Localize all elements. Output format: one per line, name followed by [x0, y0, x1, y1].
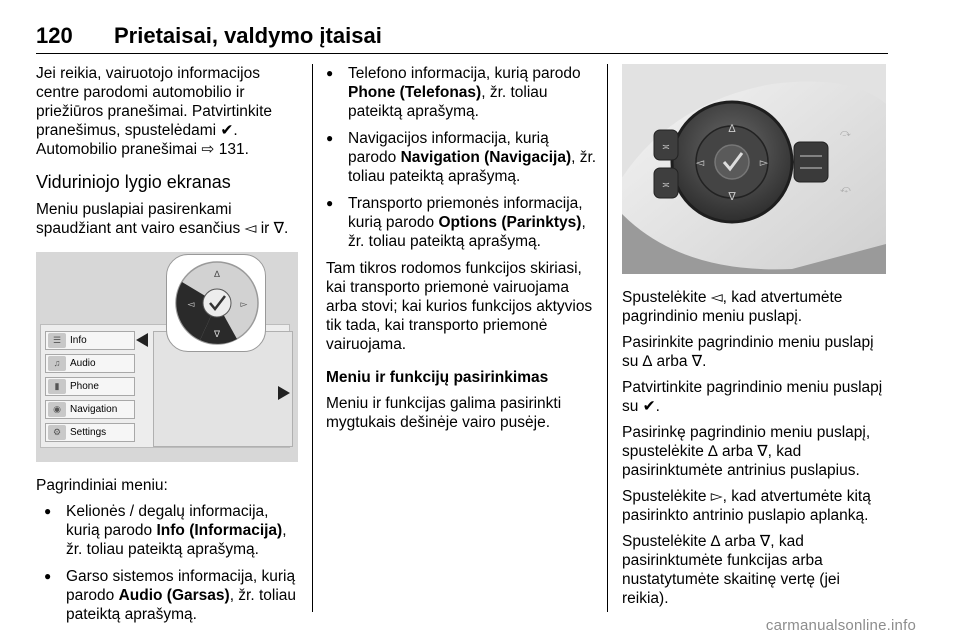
menu-item-settings: ⚙ Settings — [45, 423, 135, 442]
svg-text:⤽: ⤽ — [840, 184, 851, 195]
column-2 — [326, 64, 598, 439]
menu-item-audio: ♫ Audio — [45, 354, 135, 373]
navigation-icon: ◉ — [48, 402, 66, 417]
menu-item-navigation: ◉ Navigation — [45, 400, 135, 419]
page-number: 120 — [36, 23, 73, 48]
paragraph: Patvirtinkite pagrindinio meniu puslapį su ✔. — [622, 379, 883, 415]
page-header — [36, 22, 888, 54]
menu-item-phone: ▮ Phone — [45, 377, 135, 396]
steering-wheel-figure — [622, 64, 886, 274]
watermark: carmanualsonline.info — [765, 617, 916, 634]
svg-text:∆: ∆ — [214, 269, 220, 279]
svg-text:▻: ▻ — [240, 299, 248, 309]
list-item: ● Navigacijos informacija, kurią parodo Navigation (Navigacija), žr. toliau pateiktą aprašymą. — [326, 129, 598, 186]
audio-icon: ♫ — [48, 356, 66, 371]
svg-text:≍: ≍ — [661, 142, 671, 153]
menu-bullets — [326, 64, 598, 251]
subheading: Meniu ir funkcijų pasirinkimas — [326, 369, 549, 386]
column-3 — [622, 64, 890, 615]
steering-controls-inset — [166, 254, 266, 352]
svg-text:≍: ≍ — [661, 180, 671, 191]
paragraph: Spustelėkite ◅, kad atvertumėte pagrindinio meniu puslapį. — [622, 289, 843, 325]
menu-item-info: ☰ Info — [45, 331, 135, 350]
main-menu-list — [45, 331, 135, 446]
svg-text:∆: ∆ — [728, 123, 736, 135]
paragraph: Pasirinkę pagrindinio meniu puslapį, spustelėkite ∆ arba ∇, kad pasirinktumėte antrinius puslapius. — [622, 424, 871, 479]
phone-icon: ▮ — [48, 379, 66, 394]
page-title: Prietaisai, valdymo įtaisai — [114, 23, 382, 48]
paragraph: Spustelėkite ▻, kad atvertumėte kitą pasirinkto antrinio puslapio aplanką. — [622, 488, 871, 524]
info-icon: ☰ — [48, 333, 66, 348]
paragraph: Tam tikros rodomos funkcijos skiriasi, kai transporto priemonė vairuojama arba stovi; kai kurios funkcijos aktyvios tik tada, kai transporto priemonė vairuojama. — [326, 260, 593, 353]
svg-text:∇: ∇ — [728, 191, 736, 203]
svg-text:◅: ◅ — [187, 299, 195, 309]
arrow-left-icon — [136, 333, 148, 347]
list-item: ● Garso sistemos informacija, kurią parodo Audio (Garsas), žr. toliau pateiktą aprašymą. — [44, 567, 301, 624]
paragraph: Pasirinkite pagrindinio meniu puslapį su ∆ arba ∇. — [622, 334, 874, 370]
control-pad-icon — [167, 255, 267, 353]
paragraph: Spustelėkite ∆ arba ∇, kad pasirinktumėte funkcijas arba nustatytumėte skaitinę vertę (jei reikia). — [622, 533, 840, 607]
section-heading: Viduriniojo lygio ekranas — [36, 172, 231, 192]
main-menu-label: Pagrindiniai meniu: — [36, 477, 168, 494]
intro-paragraph: Jei reikia, vairuotojo informacijos centre parodomi automobilio ir priežiūros pranešimai. Patvirtinkite pranešimus, spustelėdami ✔. Automobilio pranešimai ⇨ 131. — [36, 65, 273, 158]
steering-wheel-icon — [622, 64, 886, 274]
paragraph: Meniu ir funkcijas galima pasirinkti mygtukais dešinėje vairo pusėje. — [326, 395, 562, 431]
svg-text:⤼: ⤼ — [840, 128, 851, 139]
menu-desc: Meniu puslapiai pasirenkami spaudžiant ant vairo esančius ◅ ir ∇. — [36, 201, 289, 237]
svg-text:◅: ◅ — [695, 157, 705, 169]
list-item: ● Kelionės / degalų informacija, kurią parodo Info (Informacija), žr. toliau pateiktą aprašymą. — [44, 502, 301, 559]
svg-text:∇: ∇ — [213, 329, 221, 339]
column-divider — [312, 64, 313, 612]
svg-text:▻: ▻ — [759, 157, 769, 169]
settings-icon: ⚙ — [48, 425, 66, 440]
display-figure — [36, 252, 298, 462]
list-item: ● Transporto priemonės informacija, kurią parodo Options (Parinktys), žr. toliau pateiktą aprašymą. — [326, 194, 598, 251]
column-divider — [607, 64, 608, 612]
arrow-right-icon — [278, 386, 290, 400]
main-menu-bullets — [36, 502, 301, 624]
list-item: ● Telefono informacija, kurią parodo Phone (Telefonas), žr. toliau pateiktą aprašymą. — [326, 64, 598, 121]
column-1 — [36, 64, 301, 632]
